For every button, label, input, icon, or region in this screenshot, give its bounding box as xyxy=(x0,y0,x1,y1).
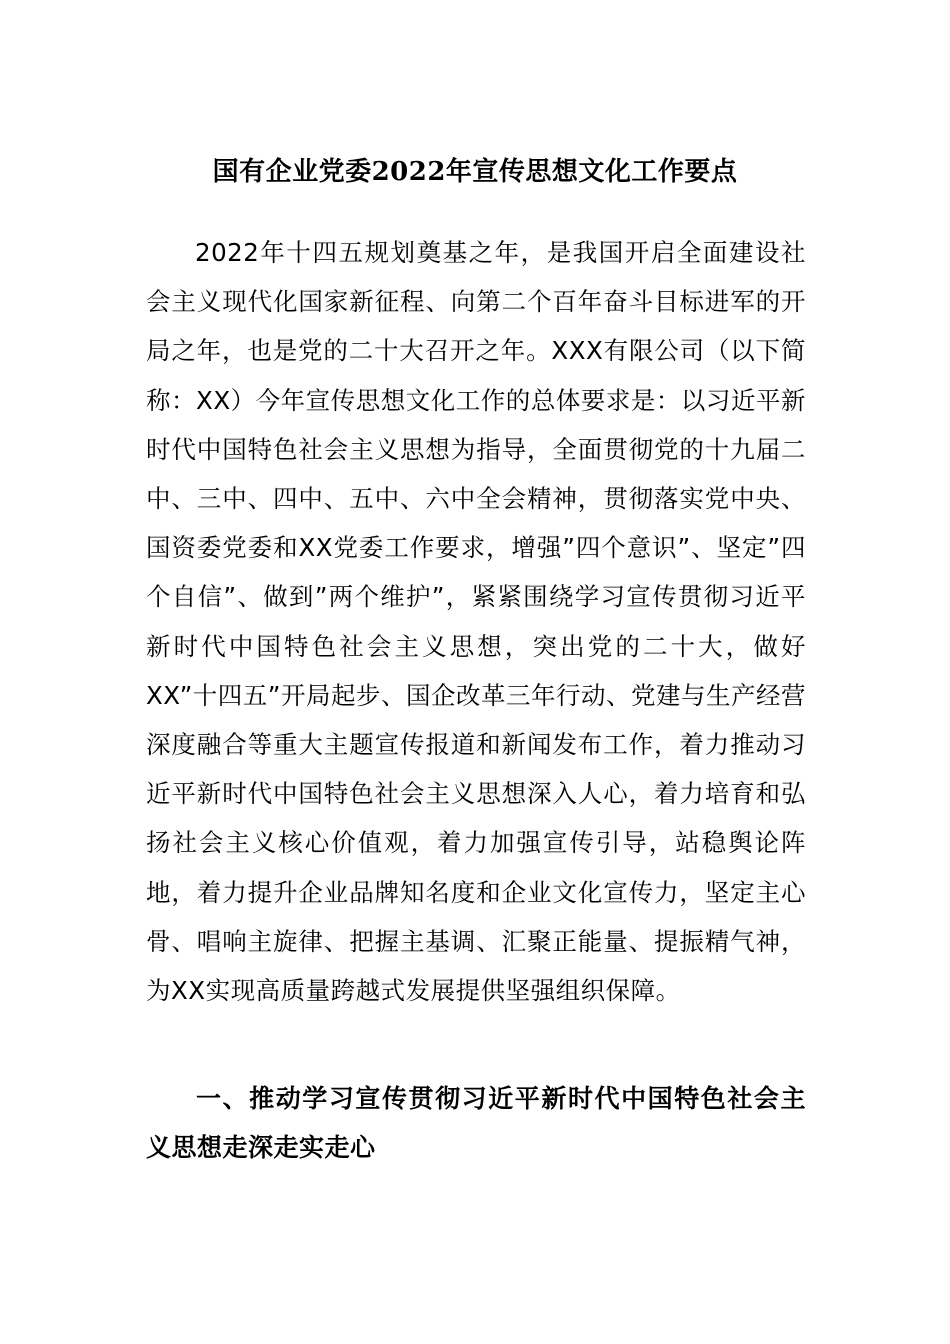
intro-paragraph: 2022年十四五规划奠基之年，是我国开启全面建设社会主义现代化国家新征程、向第二个百年奋斗目标进军的开局之年，也是党的二十大召开之年。XXX有限公司（以下简称：XX）今年宣传思想文化工作的总体要求是：以习近平新时代中国特色社会主义思想为指导，全面贯彻党的十九届二中、三中、四中、五中、六中全会精神，贯彻落实党中央、国资委党委和XX党委工作要求，增强”四个意识”、坚定”四个自信”、做到”两个维护”，紧紧围绕学习宣传贯彻习近平新时代中国特色社会主义思想，突出党的二十大，做好XX”十四五”开局起步、国企改革三年行动、党建与生产经营深度融合等重大主题宣传报道和新闻发布工作，着力推动习近平新时代中国特色社会主义思想深入人心，着力培育和弘扬社会主义核心价值观，着力加强宣传引导，站稳舆论阵地，着力提升企业品牌知名度和企业文化宣传力，坚定主心骨、唱响主旋律、把握主基调、汇聚正能量、提振精气神，为XX实现高质量跨越式发展提供坚强组织保障。 xyxy=(146,238,806,1006)
document-title: 国有企业党委2022年宣传思想文化工作要点 xyxy=(212,157,738,187)
section-heading-1: 一、推动学习宣传贯彻习近平新时代中国特色社会主义思想走深走实走心 xyxy=(146,1084,806,1162)
